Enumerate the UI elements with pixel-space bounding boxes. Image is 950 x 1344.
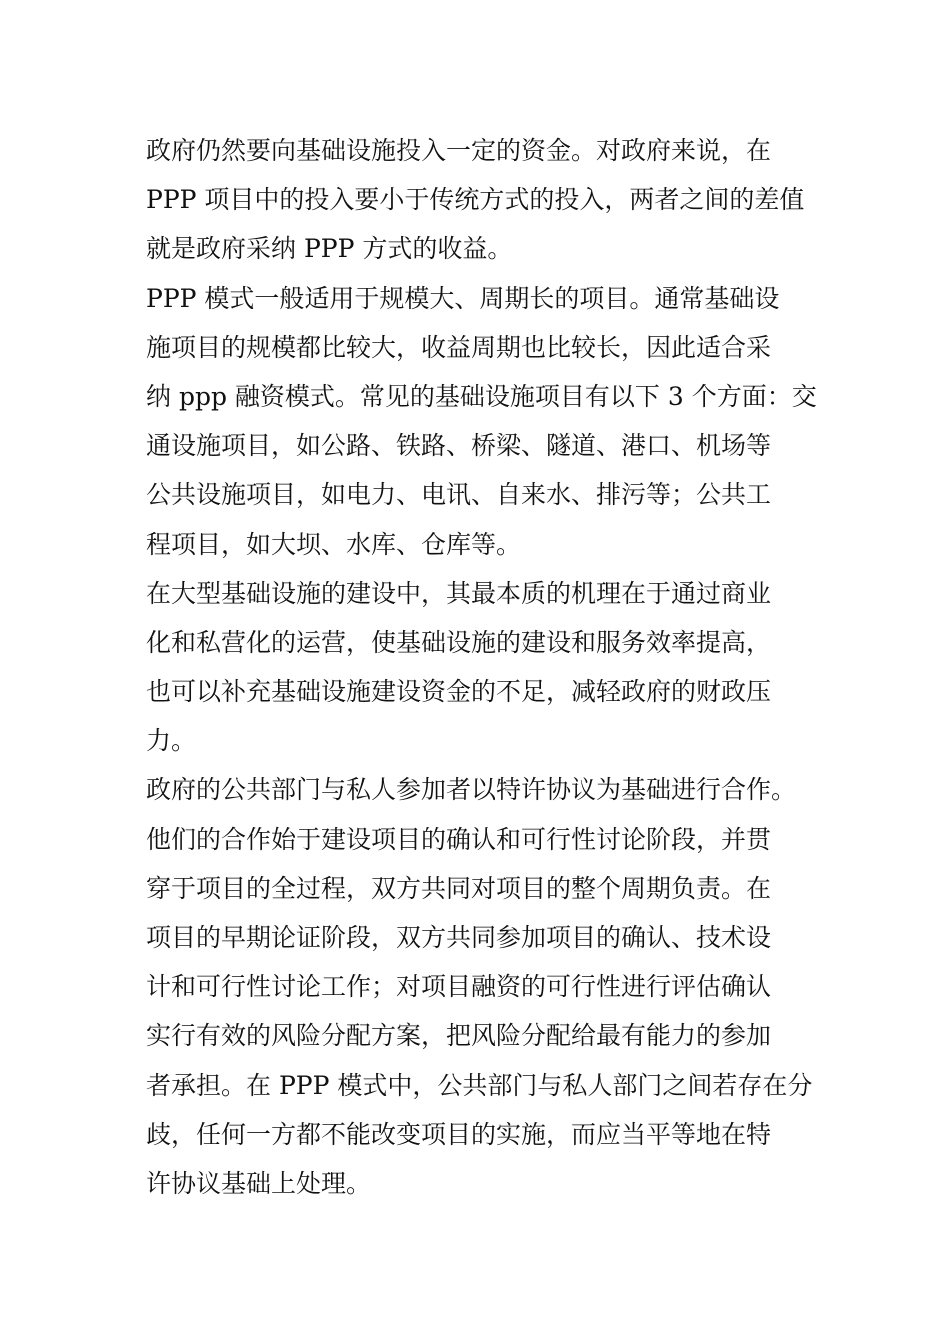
- text-line: 项目的早期论证阶段，双方共同参加项目的确认、技术设: [146, 923, 772, 952]
- text-line: 歧，任何一方都不能改变项目的实施，而应当平等地在特: [146, 1119, 772, 1149]
- text-line: 许协议基础上处理。: [146, 1168, 372, 1198]
- text-line: 公共设施项目，如电力、电讯、自来水、排污等；公共工: [146, 480, 772, 510]
- text-line: 通设施项目，如公路、铁路、桥梁、隧道、港口、机场等: [146, 431, 772, 461]
- text-line: 施项目的规模都比较大，收益周期也比较长，因此适合采: [146, 332, 772, 362]
- body-text: [146, 126, 836, 1208]
- text-line: 他们的合作始于建设项目的确认和可行性讨论阶段，并贯: [146, 824, 772, 854]
- text-line: 穿于项目的全过程，双方共同对项目的整个周期负责。在: [146, 873, 772, 903]
- text-line: 者承担。在 PPP 模式中，公共部门与私人部门之间若存在分: [146, 1070, 813, 1100]
- text-line: PPP 模式一般适用于规模大、周期长的项目。通常基础设: [146, 283, 780, 313]
- text-line: 政府仍然要向基础设施投入一定的资金。对政府来说，在: [146, 136, 772, 165]
- text-line: 纳 ppp 融资模式。常见的基础设施项目有以下 3 个方面：交: [146, 381, 817, 411]
- text-line: 也可以补充基础设施建设资金的不足，减轻政府的财政压: [146, 677, 772, 707]
- text-line: 计和可行性讨论工作；对项目融资的可行性进行评估确认: [146, 972, 772, 1002]
- text-line: PPP 项目中的投入要小于传统方式的投入，两者之间的差值: [146, 185, 805, 215]
- text-line: 政府的公共部门与私人参加者以特许协议为基础进行合作。: [146, 775, 797, 805]
- text-line: 实行有效的风险分配方案，把风险分配给最有能力的参加: [146, 1021, 772, 1051]
- text-line: 力。: [146, 726, 197, 756]
- text-line: 在大型基础设施的建设中，其最本质的机理在于通过商业: [146, 578, 772, 608]
- text-line: 化和私营化的运营，使基础设施的建设和服务效率提高，: [146, 627, 772, 657]
- text-line: 就是政府采纳 PPP 方式的收益。: [146, 234, 513, 264]
- text-line: 程项目，如大坝、水库、仓库等。: [146, 529, 522, 559]
